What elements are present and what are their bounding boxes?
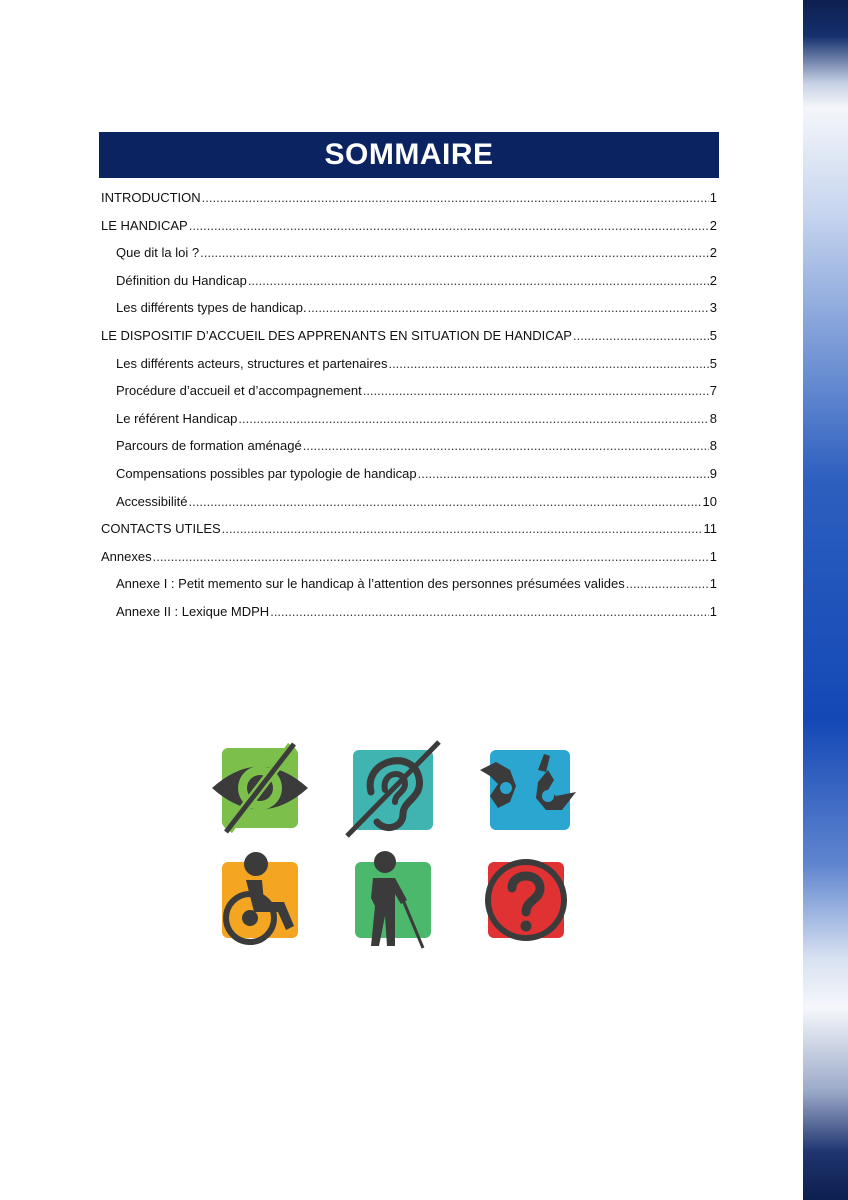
toc-entry-label: Compensations possibles par typologie de handicap [116, 465, 417, 481]
toc-leader-dots [222, 521, 703, 536]
toc-entry-page: 8 [709, 410, 717, 426]
toc-entry[interactable] [101, 438, 717, 466]
toc-leader-dots [153, 549, 709, 564]
toc-entry-label: Annexes [101, 548, 152, 564]
toc-entry-page: 1 [709, 548, 717, 564]
toc-entry-label: Procédure d’accueil et d’accompagnement [116, 383, 362, 399]
toc-entry-label: Parcours de formation aménagé [116, 438, 302, 454]
toc-entry[interactable] [101, 245, 717, 273]
toc-entry-label: Le référent Handicap [116, 410, 238, 426]
toc-leader-dots [308, 300, 709, 315]
disability-icons-grid [210, 740, 590, 950]
toc-entry-label: INTRODUCTION [101, 190, 201, 205]
toc-entry[interactable] [101, 494, 717, 522]
toc-entry[interactable] [101, 218, 717, 246]
toc-leader-dots [200, 245, 709, 260]
toc-entry[interactable] [101, 576, 717, 604]
toc-leader-dots [363, 383, 709, 398]
question-mark-icon [476, 850, 576, 950]
toc-entry-page: 1 [709, 190, 717, 205]
toc-entry-page: 2 [709, 272, 717, 288]
toc-entry-page: 1 [709, 603, 717, 619]
toc-leader-dots [418, 466, 709, 481]
toc-entry-page: 11 [703, 521, 717, 537]
toc-leader-dots [626, 576, 709, 591]
hearing-impairment-icon [343, 740, 443, 840]
toc-entry[interactable] [101, 300, 717, 328]
table-of-contents [101, 190, 717, 632]
toc-leader-dots [189, 218, 709, 233]
toc-leader-dots [238, 411, 708, 426]
toc-entry-page: 2 [709, 217, 717, 233]
toc-entry-label: Les différents acteurs, structures et partenaires [116, 355, 388, 371]
toc-entry-page: 3 [709, 300, 717, 316]
toc-entry[interactable] [101, 383, 717, 411]
toc-entry-page: 10 [702, 493, 717, 509]
page-title: SOMMAIRE [99, 132, 719, 178]
toc-leader-dots [388, 356, 708, 371]
elderly-cane-icon [343, 850, 443, 950]
toc-entry-page: 5 [709, 355, 717, 371]
toc-entry-label: LE DISPOSITIF D’ACCUEIL DES APPRENANTS EN SITUATION DE HANDICAP [101, 327, 572, 343]
toc-entry-label: CONTACTS UTILES [101, 521, 221, 537]
side-gradient-band [803, 0, 848, 1200]
toc-entry[interactable] [101, 356, 717, 384]
toc-entry-label: Annexe II : Lexique MDPH [116, 603, 270, 619]
toc-entry[interactable] [101, 521, 717, 549]
toc-entry-label: Annexe I : Petit memento sur le handicap à l’attention des personnes présumées valides [116, 576, 625, 592]
toc-entry-page: 8 [709, 438, 717, 454]
toc-entry[interactable] [101, 604, 717, 632]
toc-entry-label: Que dit la loi ? [116, 245, 200, 261]
toc-entry[interactable] [101, 549, 717, 577]
toc-entry-label: Accessibilité [116, 493, 188, 509]
toc-entry-page: 5 [709, 327, 717, 343]
toc-entry-page: 1 [709, 576, 717, 592]
toc-entry[interactable] [101, 328, 717, 356]
toc-entry-label: Définition du Handicap [116, 272, 247, 288]
toc-leader-dots [573, 328, 709, 343]
sign-language-icon [476, 740, 576, 840]
visual-impairment-icon [210, 740, 310, 840]
toc-entry[interactable] [101, 190, 717, 218]
toc-leader-dots [189, 494, 702, 509]
toc-leader-dots [303, 438, 709, 453]
toc-entry-page: 9 [709, 465, 717, 481]
toc-leader-dots [248, 273, 709, 288]
wheelchair-icon [210, 850, 310, 950]
toc-entry-page: 7 [709, 383, 717, 399]
toc-entry[interactable] [101, 466, 717, 494]
toc-entry[interactable] [101, 411, 717, 439]
toc-entry-page: 2 [709, 245, 717, 261]
toc-leader-dots [270, 604, 709, 619]
toc-entry-label: LE HANDICAP [101, 217, 188, 233]
toc-entry[interactable] [101, 273, 717, 301]
toc-leader-dots [202, 190, 709, 205]
toc-entry-label: Les différents types de handicap. [116, 300, 307, 316]
